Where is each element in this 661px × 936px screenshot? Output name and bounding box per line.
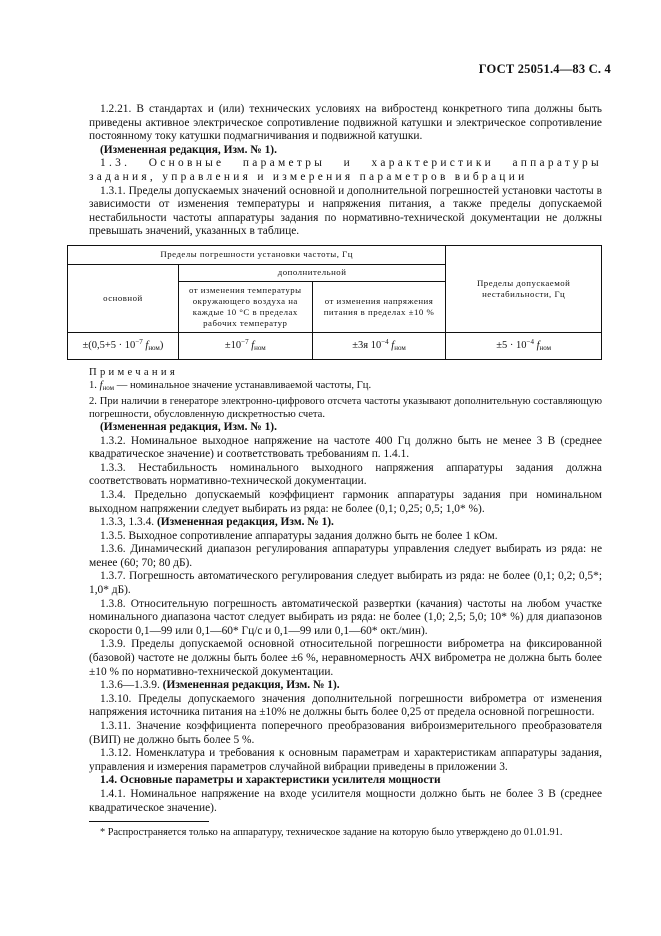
- amendment-1-3-3-1-3-4: [89, 516, 602, 530]
- table-cell-temperature: [178, 332, 312, 359]
- section-1-3-heading: 1.3. Основные параметры и характеристики аппаратуры задания, управления и измерения параметров вибрации: [89, 157, 602, 183]
- note-1-subscript: ном: [102, 383, 115, 392]
- amendment-lead: 1.3.3, 1.3.4.: [100, 516, 155, 529]
- value-exponent: −7: [241, 338, 249, 347]
- table-cell-instability: [446, 332, 602, 359]
- paragraph-1-4-1: 1.4.1. Номинальное напряжение на входе усилителя мощности должно быть не более 3 В (среднее квадратическое значение).: [89, 787, 602, 814]
- paragraph-1-3-5: 1.3.5. Выходное сопротивление аппаратуры задания должно быть не более 1 кОм.: [100, 529, 498, 542]
- value-symbol: f: [145, 340, 149, 352]
- value-text: ±5 · 10: [496, 340, 527, 352]
- value-exponent: −4: [526, 338, 534, 347]
- value-subscript: ном: [394, 344, 406, 353]
- value-text: ±10: [224, 340, 242, 352]
- value-symbol: f: [251, 340, 255, 352]
- amendment-1-3-6-1-3-9: [89, 679, 602, 693]
- document-body: [82, 103, 602, 840]
- paragraph-1-3-11: 1.3.11. Значение коэффициента поперечного преобразования виброизмерительного преобразователя (ВИП) не должно быть более 5 %.: [89, 720, 602, 746]
- paragraph-1-3-10: 1.3.10. Пределы допускаемого значения дополнительной погрешности виброметра от изменения напряжения источника питания на ±10% не должны быть более 0,25 от предела основной погрешности.: [89, 692, 602, 719]
- paragraph-1-3-6: 1.3.6. Динамический диапазон регулирования аппаратуры управления следует выбирать из ряда: не менее (60; 70; 80 дБ).: [89, 543, 602, 569]
- value-text-end: ): [159, 340, 164, 352]
- paragraph-1-3-2: 1.3.2. Номинальное выходное напряжение на частоте 400 Гц должно быть не менее 3 В (среднее квадратическое значение) и соответствовать требованиям п. 1.4.1.: [89, 434, 602, 461]
- footnote: * Распространяется только на аппаратуру, техническое задание на которую было утверждено до 01.01.91.: [100, 827, 563, 839]
- note-1-text: — номинальное значение устанавливаемой частоты, Гц.: [116, 379, 372, 391]
- table-cell-voltage: [312, 332, 446, 359]
- paragraph-1-3-1: 1.3.1. Пределы допускаемых значений основной и дополнительной погрешностей установки частоты в зависимости от изменения температуры и напряжения питания, а также пределы допускаемой нестабильности частоты аппаратуры задания по нормативно-технической документации не должны превышать значений, указанных в таблице.: [89, 184, 602, 238]
- note-1-number: 1.: [89, 379, 97, 391]
- amendment-note: (Измененная редакция, Изм. № 1).: [100, 143, 277, 156]
- value-symbol: f: [391, 340, 395, 352]
- page-header: ГОСТ 25051.4—83 С. 4: [478, 62, 611, 76]
- notes-title: Примечания: [89, 366, 178, 378]
- value-symbol: f: [536, 340, 540, 352]
- paragraph-1-3-4: 1.3.4. Предельно допускаемый коэффициент гармоник аппаратуры задания при номинальном выходном напряжении следует выбирать из ряда: не более (0,1; 0,25; 0,5; 1,0* %).: [89, 488, 602, 515]
- frequency-error-table: [67, 245, 602, 360]
- paragraph-1-2-21: 1.2.21. В стандартах и (или) технических условиях на вибростенд конкретного типа должны быть приведены активное электрическое сопротивление подвижной катушки и электрическое сопротивление постоянному току катушки подмагничивания и подвижной катушки.: [89, 103, 602, 143]
- table-header-limits: Пределы погрешности установки частоты, Гц: [68, 245, 446, 264]
- note-2: 2. При наличии в генераторе электронно-цифрового отсчета частоты указывают дополнительную составляющую погрешности, обусловленную дискретностью счета.: [89, 395, 602, 420]
- table-cell-basic: [68, 332, 179, 359]
- note-1: [89, 379, 602, 395]
- paragraph-1-3-3: 1.3.3. Нестабильность номинального выходного напряжения аппаратуры задания должна соответствовать нормативно-технической документации.: [89, 461, 602, 488]
- table-header-additional: дополнительной: [178, 264, 445, 281]
- paragraph-1-3-8: 1.3.8. Относительную погрешность автоматической развертки (качания) частоты на любом участке номинального диапазона частот следует выбирать из ряда: не более (1,0; 2,5; 5,0; 10* %) для диапазонов скорости 0,1—99 или 0,1—60* Гц/с и 0,1—99 или 0,1—60* окт./мин).: [89, 597, 602, 637]
- value-text: ±(0,5+5 · 10: [82, 340, 136, 352]
- section-1-4-heading: 1.4. Основные параметры и характеристики усилителя мощности: [100, 774, 441, 787]
- paragraph-1-3-12: 1.3.12. Номенклатура и требования к основным параметрам и характеристикам аппаратуры задания, управления и измерения параметров случайной вибрации приведены в приложении 3.: [89, 747, 602, 773]
- value-subscript: ном: [254, 344, 266, 353]
- table-header-basic: основной: [68, 264, 179, 332]
- note-1-symbol: f: [99, 379, 103, 391]
- value-exponent: −4: [381, 338, 389, 347]
- paragraph-1-3-7: 1.3.7. Погрешность автоматического регулирования следует выбирать из ряда: не более (0,1; 0,2; 0,5*; 1,0* дБ).: [89, 570, 602, 597]
- footnote-divider: [89, 821, 209, 822]
- amendment-note: (Измененная редакция, Изм. № 1).: [100, 420, 277, 433]
- value-text: ±3я 10: [352, 340, 382, 352]
- table-header-voltage: от изменения напряжения питания в пределах ±10 %: [312, 281, 446, 332]
- amendment-lead: 1.3.6—1.3.9.: [100, 679, 160, 692]
- table-header-instability: Пределы допускаемой нестабильности, Гц: [446, 245, 602, 332]
- amendment-text: (Измененная редакция, Изм. № 1).: [162, 679, 340, 692]
- value-subscript: ном: [539, 344, 552, 353]
- amendment-text: (Измененная редакция, Изм. № 1).: [156, 516, 334, 529]
- value-exponent: −7: [135, 338, 143, 347]
- paragraph-1-3-9: 1.3.9. Пределы допускаемой основной относительной погрешности виброметра на фиксированной (базовой) частоте не должны быть более ±6 %, неравномерность АЧХ виброметра не должна быть более ±10 % по нормативно-технической документации.: [89, 638, 602, 678]
- table-header-temperature: от изменения температуры окружающего воздуха на каждые 10 °С в пределах рабочих температур: [178, 281, 312, 332]
- value-subscript: ном: [148, 344, 160, 353]
